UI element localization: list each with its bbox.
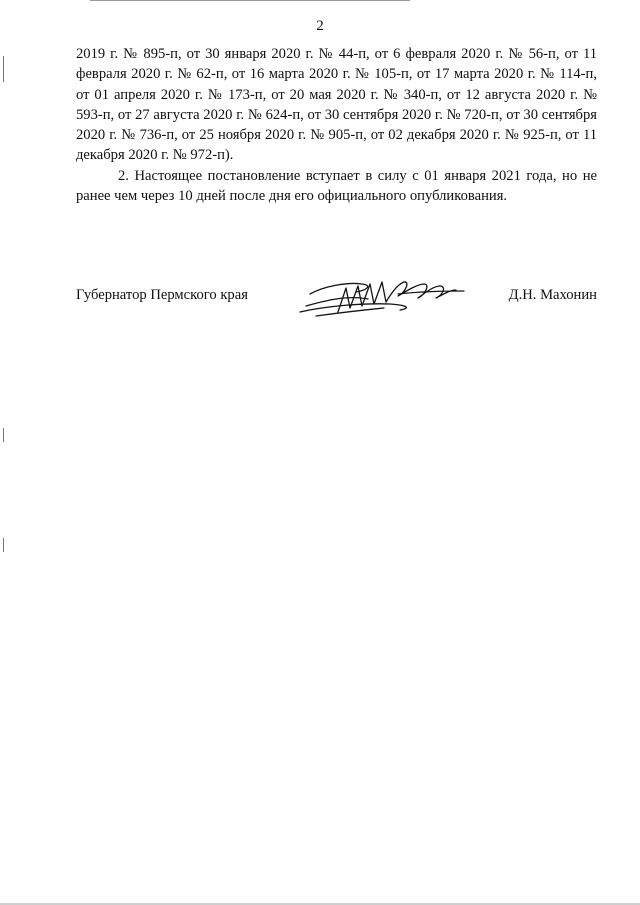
signatory-name: Д.Н. Махонин — [508, 287, 597, 303]
scan-edge-top — [90, 0, 410, 1]
scan-artifact-mark — [3, 428, 4, 442]
signatory-position: Губернатор Пермского края — [76, 287, 248, 303]
paragraph-continuation: 2019 г. № 895-п, от 30 января 2020 г. № 44-п, от 6 февраля 2020 г. № 56-п, от 11 февраля 2020 г. № 62-п, от 16 марта 2020 г. № 105-п, от 17 марта 2020 г. № 114-п, от 01 апреля 2020 г. № 173-п, от 20 мая 2020 г. № 340-п, от 12 августа 2020 г. № 593-п, от 27 августа 2020 г. № 624-п, от 30 сентября 2020 г. № 720-п, от 30 сентября 2020 г. № 736-п, от 25 ноября 2020 г. № 905-п, от 02 декабря 2020 г. № 925-п, от 11 декабря 2020 г. № 972-п). — [76, 46, 597, 164]
scan-artifact-mark — [3, 538, 4, 552]
page-number: 2 — [316, 18, 324, 34]
paragraph-item-2: 2. Настоящее постановление вступает в силу с 01 января 2021 года, но не ранее чем через 10 дней после дня его официального опубликования. — [76, 167, 597, 205]
document-body — [76, 44, 597, 206]
handwritten-signature — [298, 272, 468, 320]
scan-artifact-mark — [3, 56, 4, 82]
signature-block — [76, 282, 597, 322]
